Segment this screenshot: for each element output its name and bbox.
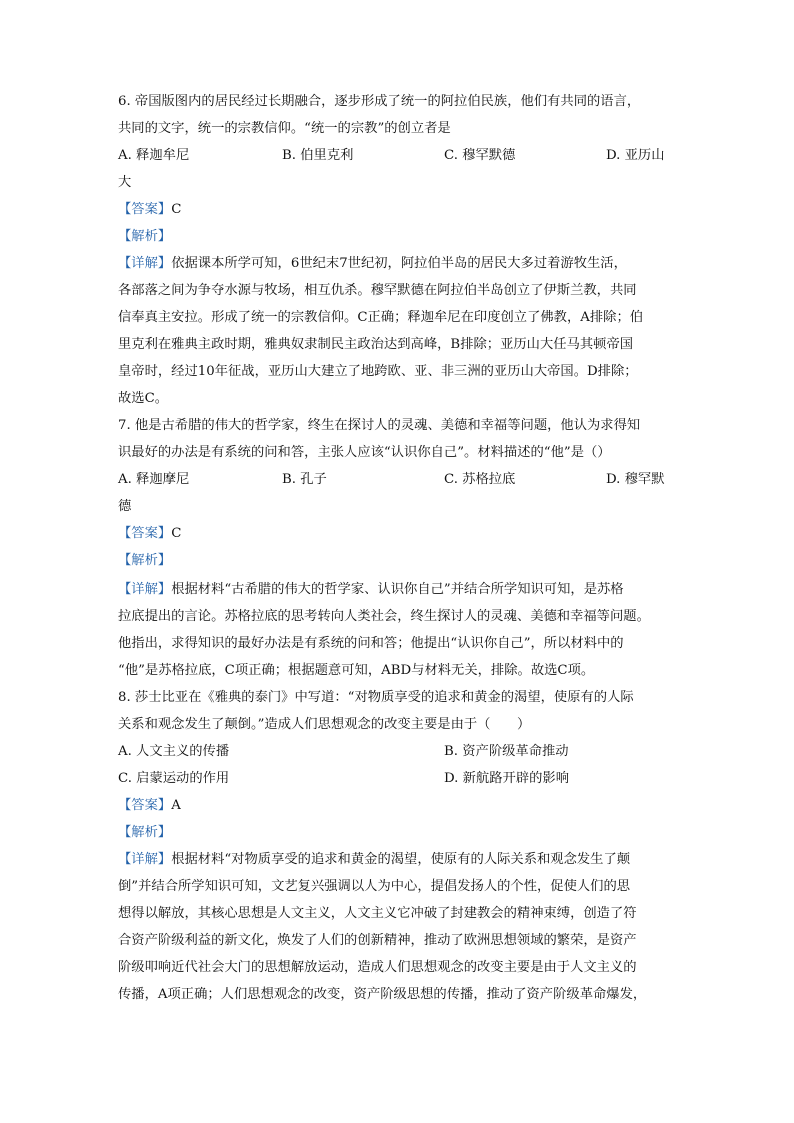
q7-option-d-wrap: 德	[118, 499, 132, 514]
detail-tag: 【详解】	[118, 256, 172, 271]
q7-option-c: C. 苏格拉底	[444, 472, 516, 487]
q7-option-d: D. 穆罕默	[606, 472, 665, 487]
q6-stem-line-1: 6. 帝国版图内的居民经过长期融合，逐步形成了统一的阿拉伯民族，他们有共同的语言，	[118, 94, 641, 109]
q6-detail-text: 依据课本所学可知，6世纪末7世纪初，阿拉伯半岛的居民大多过着游牧生活，	[171, 256, 627, 271]
q7-stem-line-1: 7. 他是古希腊的伟大的哲学家，终生在探讨人的灵魂、美德和幸福等问题，他认为求得知	[118, 418, 641, 433]
q6-answer-line	[118, 200, 181, 220]
q6-analysis-tag: 【解析】	[118, 229, 172, 244]
q8-detail-line-4: 合资产阶级利益的新文化，焕发了人们的创新精神，推动了欧洲思想领域的繁荣，是资产	[118, 933, 637, 948]
q6-detail-line-3: 信奉真主安拉。形成了统一的宗教信仰。C正确；释迦牟尼在印度创立了佛教，A排除；伯	[118, 310, 644, 325]
q8-answer-line	[118, 796, 181, 816]
q6-option-c: C. 穆罕默德	[444, 148, 516, 163]
q6-detail-line-4: 里克利在雅典主政时期，雅典奴隶制民主政治达到高峰，B排除；亚历山大任马其顿帝国	[118, 337, 634, 352]
q6-detail-line-6: 故选C。	[118, 391, 169, 406]
q7-detail-line-4: “他”是苏格拉底，C项正确；根据题意可知，ABD与材料无关，排除。故选C项。	[118, 663, 595, 678]
q8-detail-line-5: 阶级叩响近代社会大门的思想解放运动，造成人们思想观念的改变主要是由于人文主义的	[118, 960, 637, 975]
q8-analysis-tag: 【解析】	[118, 825, 172, 840]
q8-stem-line-1: 8. 莎士比亚在《雅典的泰门》中写道：“对物质享受的追求和黄金的渴望，使原有的人际	[118, 690, 634, 705]
q8-detail-line-6: 传播，A项正确；人们思想观念的改变，资产阶级思想的传播，推动了资产阶级革命爆发，	[118, 987, 647, 1002]
q7-detail-line-3: 他指出，求得知识的最好办法是有系统的问和答；他提出“认识你自己”，所以材料中的	[118, 636, 624, 651]
q6-detail-line-2: 各部落之间为争夺水源与牧场，相互仇杀。穆罕默德在阿拉伯半岛创立了伊斯兰教，共同	[118, 283, 637, 298]
q7-option-a: A. 释迦摩尼	[118, 472, 190, 487]
q6-answer: C	[171, 202, 182, 217]
q8-detail-line-3: 想得以解放，其核心思想是人文主义，人文主义它冲破了封建教会的精神束缚，创造了符	[118, 906, 637, 921]
q8-option-b: B. 资产阶级革命推动	[444, 744, 569, 759]
q7-analysis-tag: 【解析】	[118, 553, 172, 568]
detail-tag: 【详解】	[118, 582, 172, 597]
q7-answer-line	[118, 524, 181, 544]
q6-option-a: A. 释迦牟尼	[118, 148, 190, 163]
q6-detail-line-1	[118, 254, 627, 274]
q8-detail-line-2: 倒”并结合所学知识可知，文艺复兴强调以人为中心，提倡发扬人的个性，促使人们的思	[118, 879, 631, 894]
q6-detail-line-5: 皇帝时，经过10年征战，亚历山大建立了地跨欧、亚、非三洲的亚历山大帝国。D排除；	[118, 364, 638, 379]
q6-option-b: B. 伯里克利	[282, 148, 354, 163]
q8-detail-line-1	[118, 850, 630, 870]
q6-option-d-wrap: 大	[118, 175, 132, 190]
answer-tag: 【答案】	[118, 202, 172, 217]
q7-detail-text: 根据材料“古希腊的伟大的哲学家、认识你自己”并结合所学知识可知，是苏格	[171, 582, 624, 597]
q7-detail-line-1	[118, 580, 624, 600]
q8-answer: A	[171, 798, 181, 813]
answer-tag: 【答案】	[118, 526, 172, 541]
q8-option-a: A. 人文主义的传播	[118, 744, 230, 759]
detail-tag: 【详解】	[118, 852, 172, 867]
q8-option-d: D. 新航路开辟的影响	[444, 771, 570, 786]
q6-option-d: D. 亚历山	[606, 148, 665, 163]
q8-option-c: C. 启蒙运动的作用	[118, 771, 230, 786]
q7-stem-line-2: 识最好的办法是有系统的问和答，主张人应该“认识你自己”。材料描述的“他”是（）	[118, 445, 611, 460]
q6-stem-line-2: 共同的文字，统一的宗教信仰。“统一的宗教”的创立者是	[118, 121, 451, 136]
q8-detail-text: 根据材料“对物质享受的追求和黄金的渴望，使原有的人际关系和观念发生了颠	[171, 852, 631, 867]
q7-detail-line-2: 拉底提出的言论。苏格拉底的思考转向人类社会，终生探讨人的灵魂、美德和幸福等问题。	[118, 609, 650, 624]
answer-tag: 【答案】	[118, 798, 172, 813]
q8-stem-line-2: 关系和观念发生了颠倒。”造成人们思想观念的改变主要是由于（ ）	[118, 717, 531, 732]
q7-option-b: B. 孔子	[282, 472, 327, 487]
q7-answer: C	[171, 526, 182, 541]
